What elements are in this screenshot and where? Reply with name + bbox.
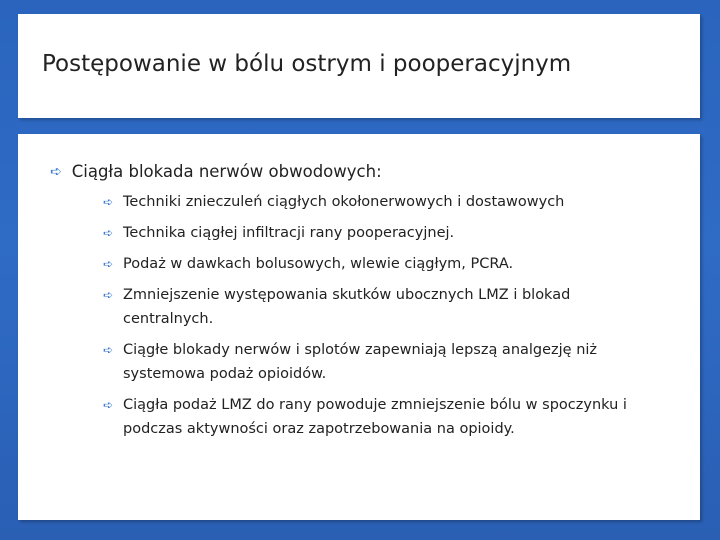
sub-bullet-item — [103, 283, 663, 331]
arrow-outline-icon: ➪ — [103, 257, 114, 271]
sub-bullet-text: Techniki znieczuleń ciągłych okołonerwowych i dostawowych — [123, 194, 565, 210]
arrow-outline-icon: ➪ — [103, 343, 114, 357]
arrow-outline-icon: ➪ — [50, 164, 62, 180]
sub-bullet-item — [103, 393, 663, 441]
main-bullet-text: Ciągła blokada nerwów obwodowych: — [71, 162, 382, 181]
title-panel — [18, 14, 700, 118]
main-bullet — [50, 160, 670, 184]
arrow-outline-icon: ➪ — [103, 398, 114, 412]
sub-bullet-text: Ciągłe blokady nerwów i splotów zapewniają lepszą analgezję niż systemowa podaż opioidów. — [123, 342, 598, 382]
arrow-outline-icon: ➪ — [103, 226, 114, 240]
sub-bullet-item — [103, 338, 663, 386]
sub-bullet-item — [103, 221, 663, 245]
sub-bullet-text: Technika ciągłej infiltracji rany pooperacyjnej. — [123, 225, 455, 241]
arrow-outline-icon: ➪ — [103, 195, 114, 209]
sub-bullet-text: Zmniejszenie występowania skutków ubocznych LMZ i blokad centralnych. — [123, 287, 571, 327]
sub-bullet-item — [103, 190, 663, 214]
sub-bullet-text: Ciągła podaż LMZ do rany powoduje zmniejszenie bólu w spoczynku i podczas aktywności oraz zapotrzebowania na opioidy. — [123, 397, 627, 437]
arrow-outline-icon: ➪ — [103, 288, 114, 302]
slide-title: Postępowanie w bólu ostrym i pooperacyjnym — [42, 51, 572, 77]
sub-bullet-list — [103, 190, 663, 448]
sub-bullet-item — [103, 252, 663, 276]
sub-bullet-text: Podaż w dawkach bolusowych, wlewie ciągłym, PCRA. — [123, 256, 514, 272]
